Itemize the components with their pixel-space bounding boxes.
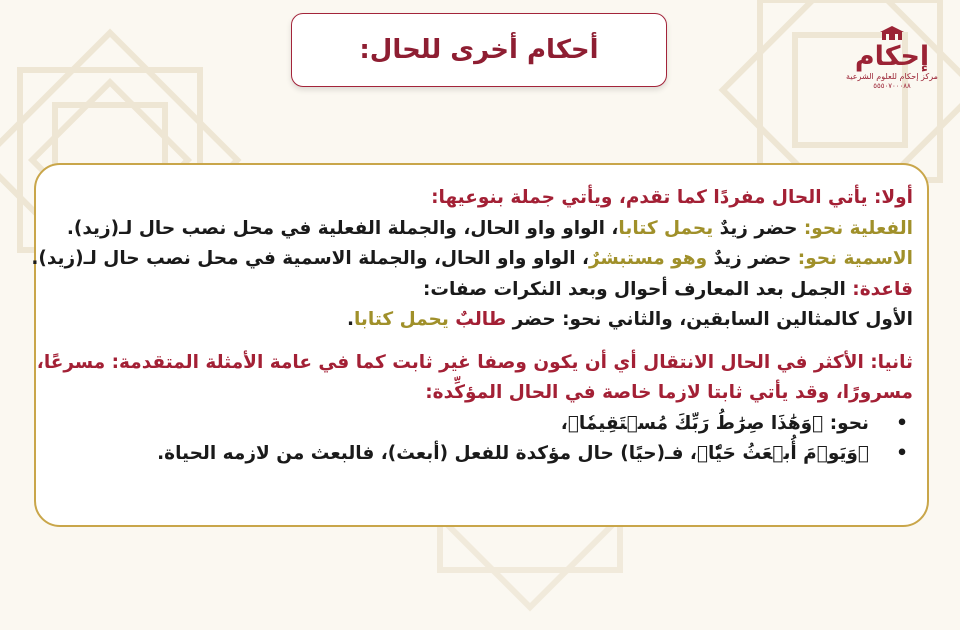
verbal-highlight: يحمل كتابا [618, 217, 714, 239]
nominal-label: الاسمية نحو: [797, 248, 913, 269]
slide-title: أحكام أخرى للحال: [359, 35, 599, 65]
content-text [31, 183, 913, 470]
logo [846, 26, 938, 102]
list-item: •نحو: ﴿وَهَٰذَا صِرَٰطُ رَبِّكَ مُسۡتَقِيمٗا﴾، [47, 409, 913, 440]
rule-example-line: الأول كالمثالين السابقين، والثاني نحو: حضر طالبٌ يحمل كتابا. [346, 309, 913, 330]
indefinite-noun: طالبٌ [455, 309, 507, 330]
logo-number: ٥٥٥٠٧٠٠٠٨٨ [873, 82, 911, 90]
nominal-highlight: وهو مستبشرٌ [589, 248, 708, 269]
building-icon [879, 26, 905, 40]
verbal-label: الفعلية نحو: [803, 217, 913, 239]
content-box [31, 163, 929, 527]
rule-example-highlight: يحمل كتابا [353, 309, 449, 330]
section-first-heading: أولا: يأتي الحال مفردًا كما تقدم، ويأتي جملة بنوعيها: [431, 187, 913, 208]
section-second-heading: ثانيا: الأكثر في الحال الانتقال أي أن يكون وصفا غير ثابت كما في عامة الأمثلة المتقدمة: مسرعًا، [36, 351, 913, 373]
rule-label: قاعدة: [852, 278, 913, 300]
second-label: ثانيا: [870, 351, 913, 373]
nominal-sentence-example: الاسمية نحو: حضر زيدٌ وهو مستبشرٌ، الواو واو الحال، والجملة الاسمية في محل نصب حال لـ(زيد). [31, 248, 913, 269]
bullet-marker: • [896, 412, 908, 434]
title-box [291, 13, 667, 87]
list-item: •﴿وَيَوۡمَ أُبۡعَثُ حَيّٗا﴾، فـ(حيًا) حال مؤكدة للفعل (أبعث)، فالبعث من لازمه الحياة. [47, 439, 913, 470]
bullet-marker: • [896, 443, 908, 464]
verbal-sentence-example: الفعلية نحو: حضر زيدٌ يحمل كتابا، الواو واو الحال، والجملة الفعلية في محل نصب حال لـ(زيد). [66, 217, 913, 239]
section-second-continuation: مسرورًا، وقد يأتي ثابتا لازما خاصة في الحال المؤكِّدة: [425, 382, 913, 403]
logo-name: إحكام [854, 41, 930, 72]
rule-line: قاعدة: الجمل بعد المعارف أحوال وبعد النكرات صفات: [422, 278, 913, 300]
logo-subtitle: مركز إحكام للعلوم الشرعية [846, 72, 938, 81]
